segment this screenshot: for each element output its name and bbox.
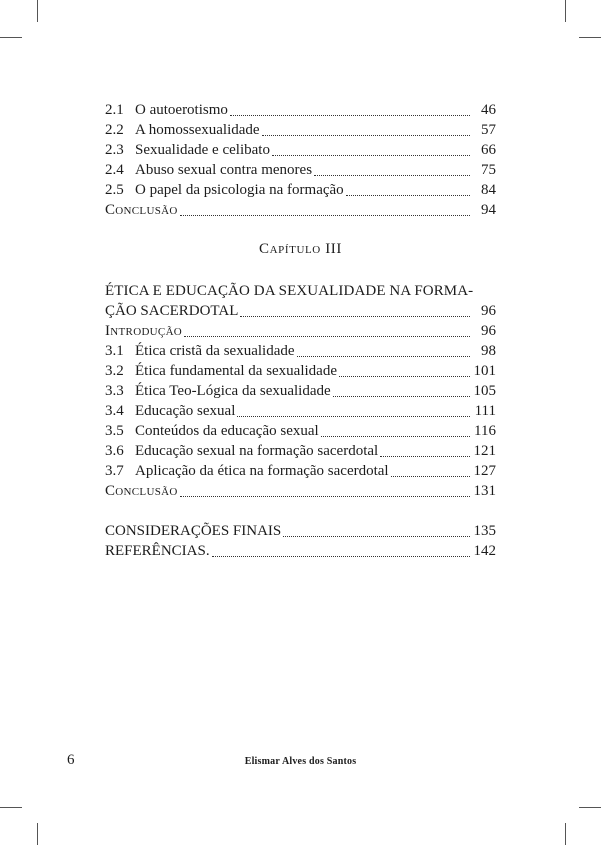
toc-entry-title: ÇÃO SACERDOTAL [105,303,239,319]
toc-entry-title: Introdução [105,323,183,339]
toc-entry-page: 46 [481,102,496,118]
toc-entry-page: 66 [481,142,496,158]
toc-entry-page: 98 [481,343,496,359]
toc-entry [105,361,496,381]
toc-entry-number: 3.4 [105,403,124,419]
toc-entry-page: 121 [473,443,496,459]
toc-entry-title: A homossexualidade [135,122,260,138]
crop-mark-bottom-right [565,823,566,845]
toc-entry-title: CONSIDERAÇÕES FINAIS [105,523,282,539]
dot-leader [237,411,470,417]
chapter-title-line-1: ÉTICA E EDUCAÇÃO DA SEXUALIDADE NA FORMA- [105,283,474,299]
toc-entry [105,421,496,441]
toc-entry-page: 96 [481,323,496,339]
toc-entry-title: Conclusão [105,202,178,218]
crop-mark-right-lower [579,807,601,808]
toc-entry-title: O autoerotismo [135,102,228,118]
toc-entry-page: 131 [473,483,496,499]
dot-leader [184,331,470,337]
toc-entry-title: Abuso sexual contra menores [135,162,313,178]
toc-entry-number: 3.7 [105,463,124,479]
dot-leader [333,391,470,397]
toc-entry-page: 101 [473,363,496,379]
dot-leader [283,531,469,537]
toc-entry-chapter-title [105,301,496,321]
toc-entry-number: 3.2 [105,363,124,379]
toc-entry-introduction [105,321,496,341]
toc-entry-number: 2.5 [105,182,124,198]
toc-entry-page: 111 [474,403,496,419]
toc-entry [105,441,496,461]
crop-mark-left-lower [0,807,22,808]
table-of-contents-chapter-3 [105,0,496,845]
dot-leader [297,351,470,357]
toc-entry-number: 2.4 [105,162,124,178]
toc-entry-number: 3.6 [105,443,124,459]
toc-entry-title: Aplicação da ética na formação sacerdotal [135,463,389,479]
dot-leader [380,451,469,457]
toc-entry-title: REFERÊNCIAS. [105,543,210,559]
toc-entry [105,381,496,401]
toc-entry-title: Ética cristã da sexualidade [135,343,295,359]
crop-mark-bottom-left [37,823,38,845]
toc-entry-page: 105 [473,383,496,399]
toc-entry-page: 116 [474,423,496,439]
toc-entry-final [105,541,496,561]
toc-entry [105,341,496,361]
toc-entry-title: Sexualidade e celibato [135,142,270,158]
dot-leader [240,311,470,317]
toc-entry-number: 3.3 [105,383,124,399]
toc-entry [105,461,496,481]
toc-entry-page: 96 [481,303,496,319]
toc-entry-page: 94 [481,202,496,218]
toc-entry-number: 2.2 [105,122,124,138]
toc-entry-page: 127 [473,463,496,479]
toc-entry-number: 2.1 [105,102,124,118]
chapter-heading: Capítulo III [259,241,342,257]
toc-entry [105,401,496,421]
toc-entry-title: Ética Teo-Lógica da sexualidade [135,383,331,399]
toc-entry-number: 3.5 [105,423,124,439]
toc-entry-final [105,521,496,541]
toc-entry-conclusion [105,481,496,501]
toc-entry-title: Ética fundamental da sexualidade [135,363,337,379]
toc-entry-title: Educação sexual na formação sacerdotal [135,443,379,459]
dot-leader [212,551,470,557]
page-number: 6 [67,752,75,768]
toc-entry-title: Educação sexual [135,403,236,419]
dot-leader [321,431,470,437]
dot-leader [339,371,470,377]
toc-entry-title: O papel da psicologia na formação [135,182,344,198]
toc-entry-page: 75 [481,162,496,178]
toc-entry-number: 3.1 [105,343,124,359]
toc-entry-page: 57 [481,122,496,138]
running-footer-author: Elismar Alves dos Santos [244,756,357,767]
toc-entry-title: Conclusão [105,483,178,499]
crop-mark-top-left [37,0,38,22]
toc-entry-number: 2.3 [105,142,124,158]
toc-entry-page: 135 [473,523,496,539]
dot-leader [391,471,470,477]
toc-entry-page: 142 [473,543,496,559]
dot-leader [180,491,470,497]
crop-mark-right-upper [579,37,601,38]
crop-mark-left-upper [0,37,22,38]
crop-mark-top-right [565,0,566,22]
toc-entry-title: Conteúdos da educação sexual [135,423,319,439]
toc-entry-page: 84 [481,182,496,198]
